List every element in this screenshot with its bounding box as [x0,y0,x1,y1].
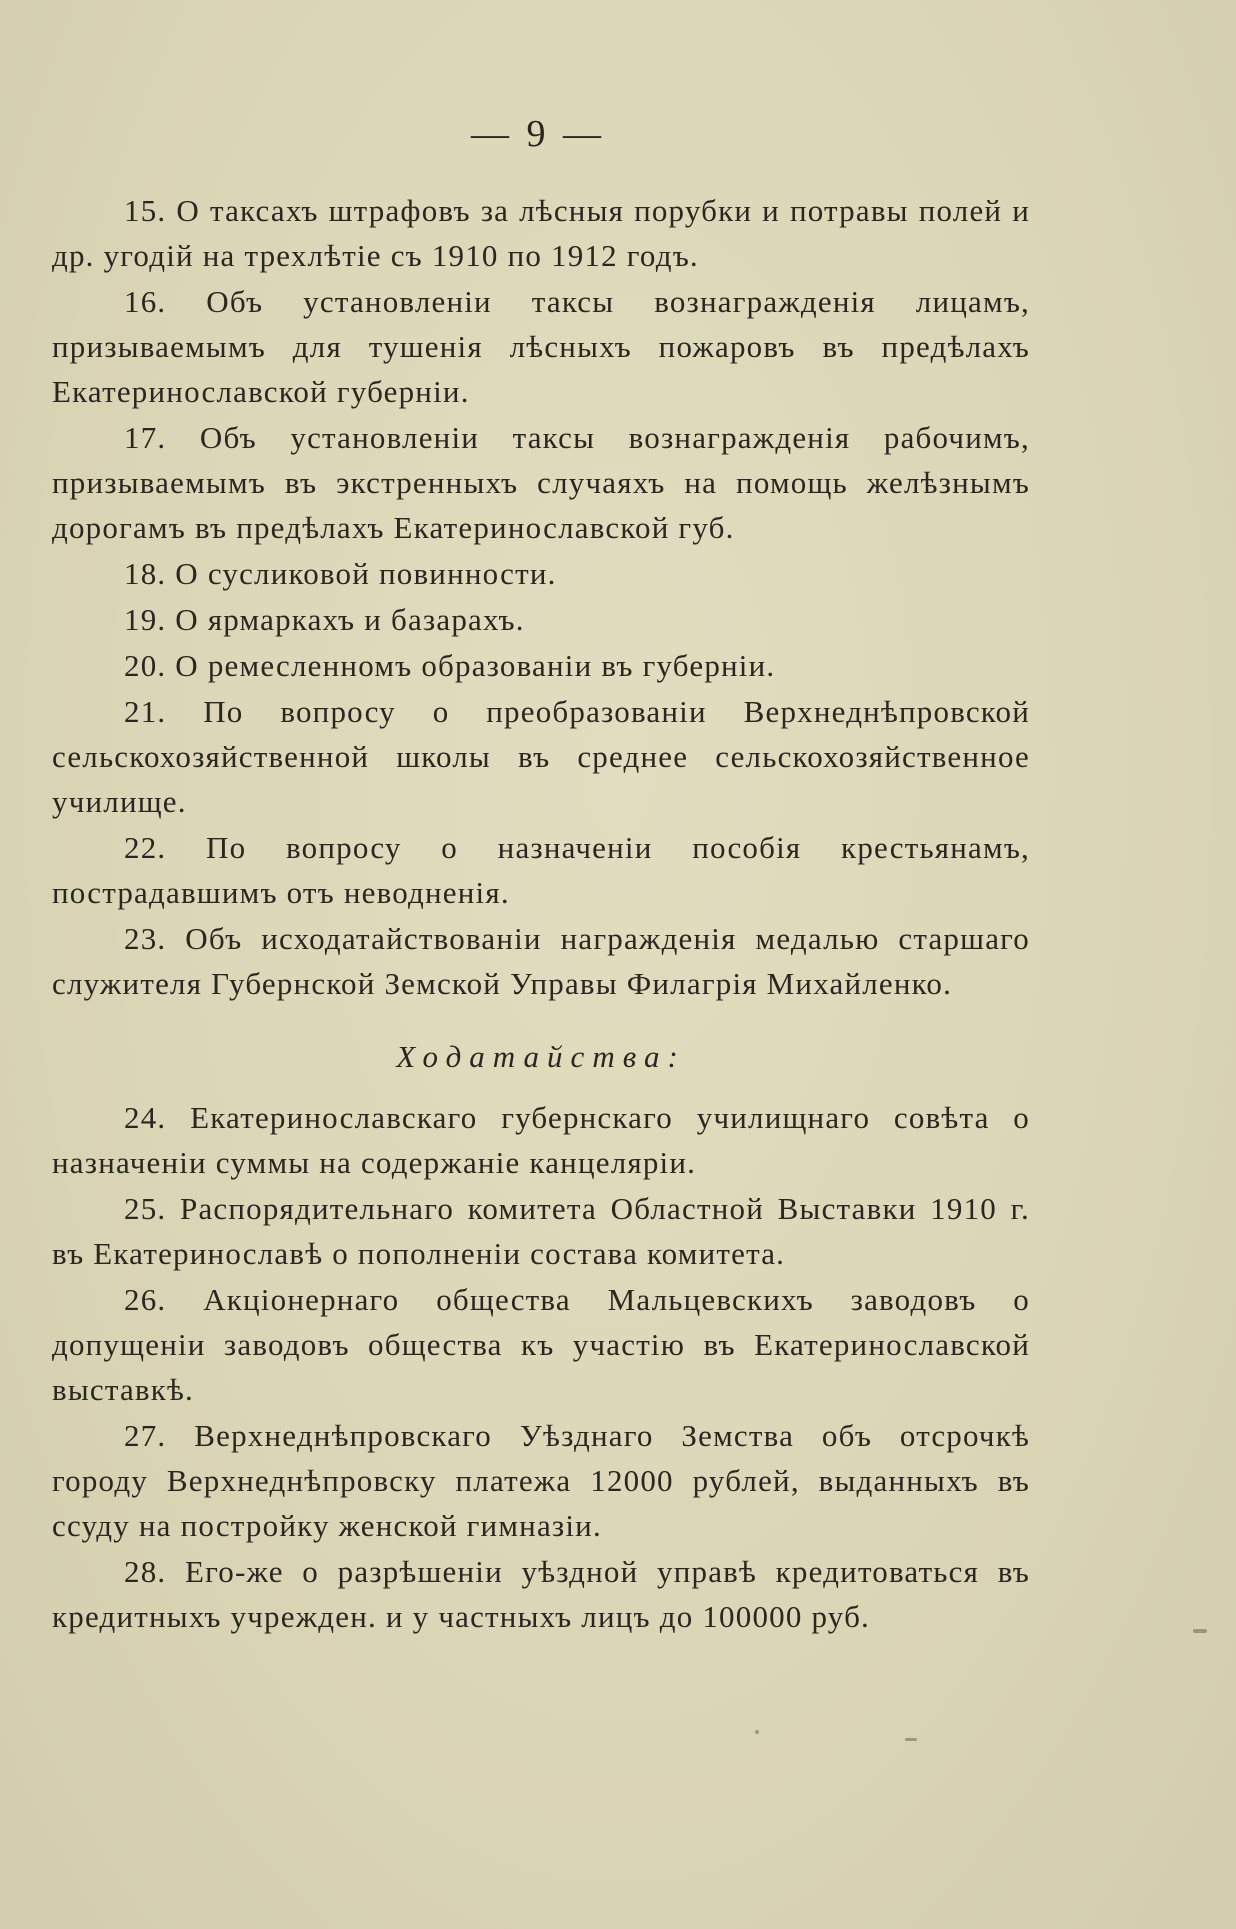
section-heading: Ходатайства: [396,1039,686,1074]
agenda-item: 22. По вопросу о назначеніи пособія крестьянамъ, пострадавшимъ отъ неводненія. [52,830,1030,910]
agenda-item: 18. О сусликовой повинности. [124,556,557,591]
petition-item: 25. Распорядительнаго комитета Областной Выставки 1910 г. въ Екатеринославѣ о пополненіи состава комитета. [52,1191,1030,1271]
petition-item: 28. Его-же о разрѣшеніи уѣздной управѣ кредитоваться въ кредитныхъ учрежден. и у частныхъ лицъ до 100000 руб. [52,1554,1030,1634]
agenda-item: 15. О таксахъ штрафовъ за лѣсныя порубки и потравы полей и др. угодій на трехлѣтіе съ 1910 по 1912 годъ. [52,193,1030,273]
page-number: — 9 — [471,113,605,155]
agenda-item: 21. По вопросу о преобразованіи Верхнеднѣпровской сельскохозяйственной школы въ среднее сельскохозяйственное училище. [52,694,1030,819]
agenda-item: 23. Объ исходатайствованіи награжденія медалью старшаго служителя Губернской Земской Управы Филагрія Михайленко. [52,921,1030,1001]
paper-mark [1193,1629,1207,1633]
agenda-item: 17. Объ установленіи таксы вознагражденія рабочимъ, призываемымъ въ экстренныхъ случаяхъ на помощь желѣзнымъ дорогамъ въ предѣлахъ Екатеринославской губ. [52,420,1030,545]
agenda-item: 16. Объ установленіи таксы вознагражденія лицамъ, призываемымъ для тушенія лѣсныхъ пожаровъ въ предѣлахъ Екатеринославской губерніи. [52,284,1030,409]
page-content [52,188,1030,1640]
petition-item: 24. Екатеринославскаго губернскаго училищнаго совѣта о назначеніи суммы на содержаніе канцеляріи. [52,1100,1030,1180]
petition-item: 27. Верхнеднѣпровскаго Уѣзднаго Земства объ отсрочкѣ городу Верхнеднѣпровску платежа 12000 рублей, выданныхъ въ ссуду на постройку женской гимназіи. [52,1418,1030,1543]
agenda-item: 19. О ярмаркахъ и базарахъ. [124,602,525,637]
agenda-item: 20. О ремесленномъ образованіи въ губерніи. [124,648,776,683]
petition-item: 26. Акціонернаго общества Мальцевскихъ заводовъ о допущеніи заводовъ общества къ участію въ Екатеринославской выставкѣ. [52,1282,1030,1407]
paper-mark [755,1730,759,1734]
paper-mark [905,1738,917,1741]
